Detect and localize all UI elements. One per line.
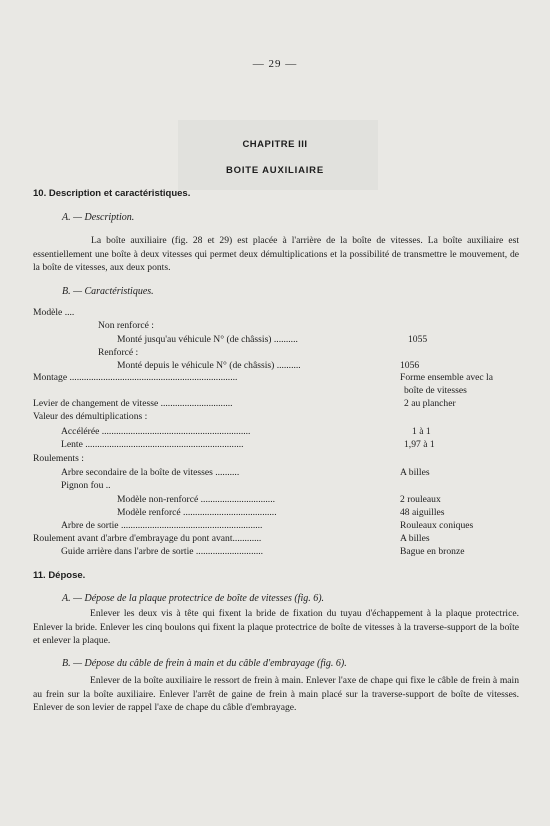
spec-montage: Montage ...................................................................... (33, 372, 238, 383)
spec-renforce: Renforcé : (98, 347, 139, 358)
spec-arbre-secondaire: Arbre secondaire de la boîte de vitesses .......... (61, 467, 240, 478)
spec-modele: Modèle .... (33, 307, 75, 318)
spec-monte-jusqu: Monté jusqu'au véhicule N° (de châssis) .......... (117, 334, 298, 345)
section-11-heading: 11. Dépose. (33, 570, 86, 581)
spec-guide-arriere: Guide arrière dans l'arbre de sortie ............................ (61, 546, 264, 557)
spec-valeur: Valeur des démultiplications : (33, 411, 148, 422)
spec-roulement-avant: Roulement avant d'arbre d'embrayage du pont avant............ (33, 533, 262, 544)
spec-montage-value-1: Forme ensemble avec la (400, 372, 493, 383)
spec-modele-renforce: Modèle renforcé ....................................... (117, 507, 277, 518)
spec-monte-depuis-value: 1056 (400, 360, 420, 371)
section-10-paragraph-a: La boîte auxiliaire (fig. 28 et 29) est placée à l'arrière de la boîte de vitesses. La boîte auxiliaire est essentiellement une boîte à deux vitesses qui permet deux démultiplications et la possibilité de transmettre le mouvement, de la boîte de vitesses, aux deux ponts. (33, 235, 519, 273)
spec-arbre-sortie-value: Rouleaux coniques (400, 520, 474, 531)
chapter-heading: CHAPITRE III (242, 139, 308, 150)
spec-monte-depuis: Monté depuis le véhicule N° (de châssis) .......... (117, 360, 301, 371)
spec-pignon-fou: Pignon fou .. (61, 480, 111, 491)
spec-guide-arriere-value: Bague en bronze (400, 546, 465, 557)
section-11-sub-a: A. — Dépose de la plaque protectrice de boîte de vitesses (fig. 6). (62, 593, 325, 604)
spec-modele-non-renforce-value: 2 rouleaux (400, 494, 441, 505)
spec-monte-jusqu-value: 1055 (408, 334, 428, 345)
section-10-sub-a: A. — Description. (62, 212, 135, 223)
section-10-sub-b: B. — Caractéristiques. (62, 286, 154, 297)
spec-roulement-avant-value: A billes (400, 533, 430, 544)
spec-non-renforce: Non renforcé : (98, 320, 154, 331)
spec-roulements: Roulements : (33, 453, 84, 464)
spec-levier: Levier de changement de vitesse .............................. (33, 398, 233, 409)
spec-arbre-secondaire-value: A billes (400, 467, 430, 478)
page-title: BOITE AUXILIAIRE (226, 165, 324, 176)
section-11-paragraph-a: Enlever les deux vis à tête qui fixent la bride de fixation du tuyau d'échappement à la plaque protectrice. Enlever la bride. Enlever les cinq boulons qui fixent la plaque protectrice de boîte de vitesses à la traverse-support de la boîte et enlever la plaque. (33, 608, 519, 646)
spec-montage-value-2: boîte de vitesses (404, 385, 467, 396)
bleed-through-shadow (178, 120, 378, 190)
section-11-sub-b: B. — Dépose du câble de frein à main et du câble d'embrayage (fig. 6). (62, 658, 347, 669)
section-11-paragraph-b: Enlever de la boîte auxiliaire le ressort de frein à main. Enlever l'axe de chape qui fixe le câble de frein à main au frein sur la boîte auxiliaire. Enlever l'arrêt de gaine de frein à main placé sur la traverse-support de boîte de vitesses. Enlever de son levier de rappel l'axe de chape du câble d'embrayage. (33, 675, 519, 713)
spec-modele-renforce-value: 48 aiguilles (400, 507, 445, 518)
spec-acceleree: Accélérée .............................................................. (61, 426, 251, 437)
section-10-heading: 10. Description et caractéristiques. (33, 188, 191, 199)
spec-levier-value: 2 au plancher (404, 398, 456, 409)
spec-lente: Lente .................................................................. (61, 439, 244, 450)
spec-lente-value: 1,97 à 1 (404, 439, 435, 450)
spec-modele-non-renforce: Modèle non-renforcé ............................... (117, 494, 275, 505)
spec-acceleree-value: 1 à 1 (412, 426, 431, 437)
page-number: — 29 — (252, 58, 298, 70)
spec-arbre-sortie: Arbre de sortie ........................................................... (61, 520, 263, 531)
